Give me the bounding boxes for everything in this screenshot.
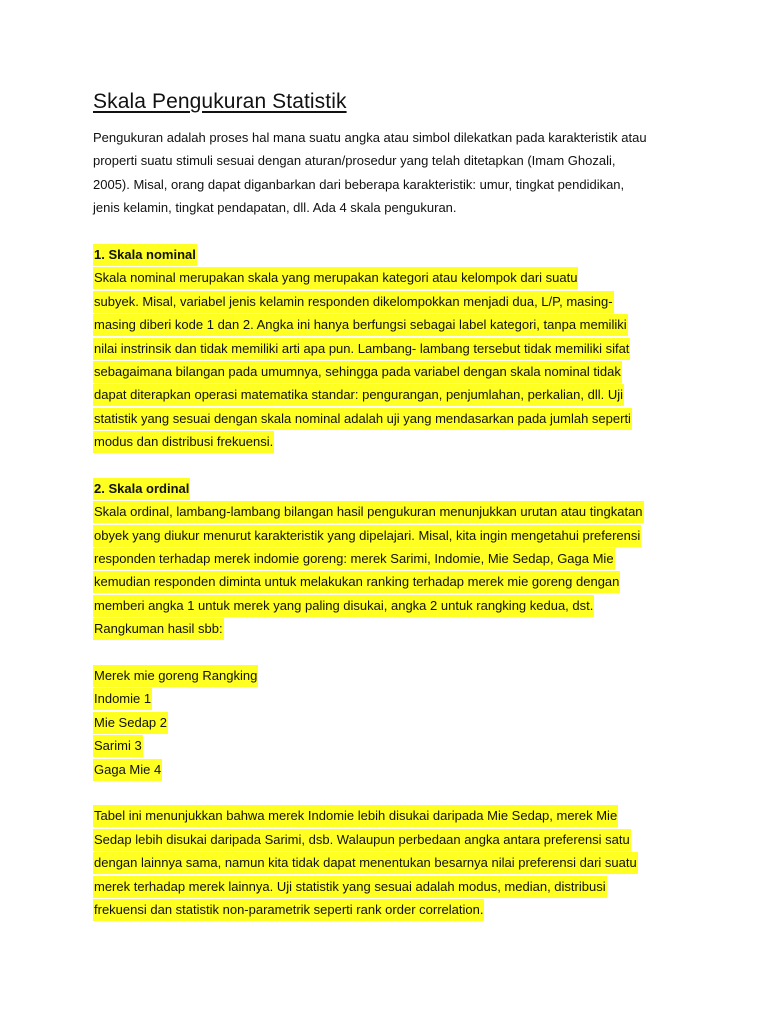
ranking-table-row: Mie Sedap 2	[93, 712, 168, 734]
ranking-table-header: Merek mie goreng Rangking	[93, 665, 258, 687]
highlighted-line: nilai instrinsik dan tidak memiliki arti apa pun. Lambang- lambang tersebut tidak memiliki sifat	[93, 338, 630, 360]
intro-line: Pengukuran adalah proses hal mana suatu angka atau simbol dilekatkan pada karakteristik atau	[93, 130, 647, 145]
highlighted-line: obyek yang diukur menurut karakteristik yang dipelajari. Misal, kita ingin mengetahui preferensi	[93, 525, 641, 547]
highlighted-line: dapat diterapkan operasi matematika standar: pengurangan, penjumlahan, perkalian, dll. Uji	[93, 384, 624, 406]
highlighted-line: Skala ordinal, lambang-lambang bilangan hasil pengukuran menunjukkan urutan atau tingkatan	[93, 501, 644, 523]
intro-line: jenis kelamin, tingkat pendapatan, dll. Ada 4 skala pengukuran.	[93, 200, 457, 216]
highlighted-line: masing diberi kode 1 dan 2. Angka ini hanya berfungsi sebagai label kategori, tanpa memiliki	[93, 314, 628, 336]
section-heading-nominal: 1. Skala nominal	[93, 244, 197, 266]
paragraph-spacer	[93, 453, 673, 476]
paragraph-spacer	[93, 641, 673, 664]
section-ordinal	[93, 477, 673, 921]
highlighted-line: statistik yang sesuai dengan skala nominal adalah uji yang mendasarkan pada jumlah seperti	[93, 408, 632, 430]
highlighted-line: merek terhadap merek lainnya. Uji statistik yang sesuai adalah modus, median, distribusi	[93, 876, 607, 898]
highlighted-line: frekuensi dan statistik non-parametrik seperti rank order correlation.	[93, 899, 484, 921]
highlighted-line: Rangkuman hasil sbb:	[93, 618, 224, 640]
section-nominal	[93, 243, 673, 454]
highlighted-line: modus dan distribusi frekuensi.	[93, 431, 274, 453]
highlighted-line: Skala nominal merupakan skala yang merupakan kategori atau kelompok dari suatu	[93, 267, 578, 289]
intro-line: properti suatu stimuli sesuai dengan aturan/prosedur yang telah ditetapkan (Imam Ghozali,	[93, 153, 616, 169]
intro-paragraph	[93, 126, 673, 220]
paragraph-spacer	[93, 220, 673, 243]
highlighted-line: responden terhadap merek indomie goreng: merek Sarimi, Indomie, Mie Sedap, Gaga Mie	[93, 548, 615, 570]
ranking-table-row: Gaga Mie 4	[93, 759, 162, 781]
ranking-table	[93, 664, 673, 781]
highlighted-line: kemudian responden diminta untuk melakukan ranking terhadap merek mie goreng dengan	[93, 571, 620, 593]
highlighted-line: dengan lainnya sama, namun kita tidak dapat menentukan besarnya nilai preferensi dari suatu	[93, 852, 638, 874]
highlighted-line: Tabel ini menunjukkan bahwa merek Indomie lebih disukai daripada Mie Sedap, merek Mie	[93, 805, 618, 827]
highlighted-line: memberi angka 1 untuk merek yang paling disukai, angka 2 untuk rangking kedua, dst.	[93, 595, 594, 617]
ranking-table-row: Sarimi 3	[93, 735, 143, 757]
section-heading-ordinal: 2. Skala ordinal	[93, 478, 190, 500]
document-title: Skala Pengukuran Statistik	[93, 90, 347, 113]
paragraph-spacer	[93, 781, 673, 804]
intro-line: 2005). Misal, orang dapat diganbarkan dari beberapa karakteristik: umur, tingkat pendidikan,	[93, 176, 625, 192]
ranking-table-row: Indomie 1	[93, 688, 152, 710]
highlighted-line: subyek. Misal, variabel jenis kelamin responden dikelompokkan menjadi dua, L/P, masing-	[93, 291, 614, 313]
highlighted-line: sebagaimana bilangan pada umumnya, sehingga pada variabel dengan skala nominal tidak	[93, 361, 622, 383]
highlighted-line: Sedap lebih disukai daripada Sarimi, dsb. Walaupun perbedaan angka antara preferensi satu	[93, 829, 631, 851]
document-page	[93, 88, 673, 921]
